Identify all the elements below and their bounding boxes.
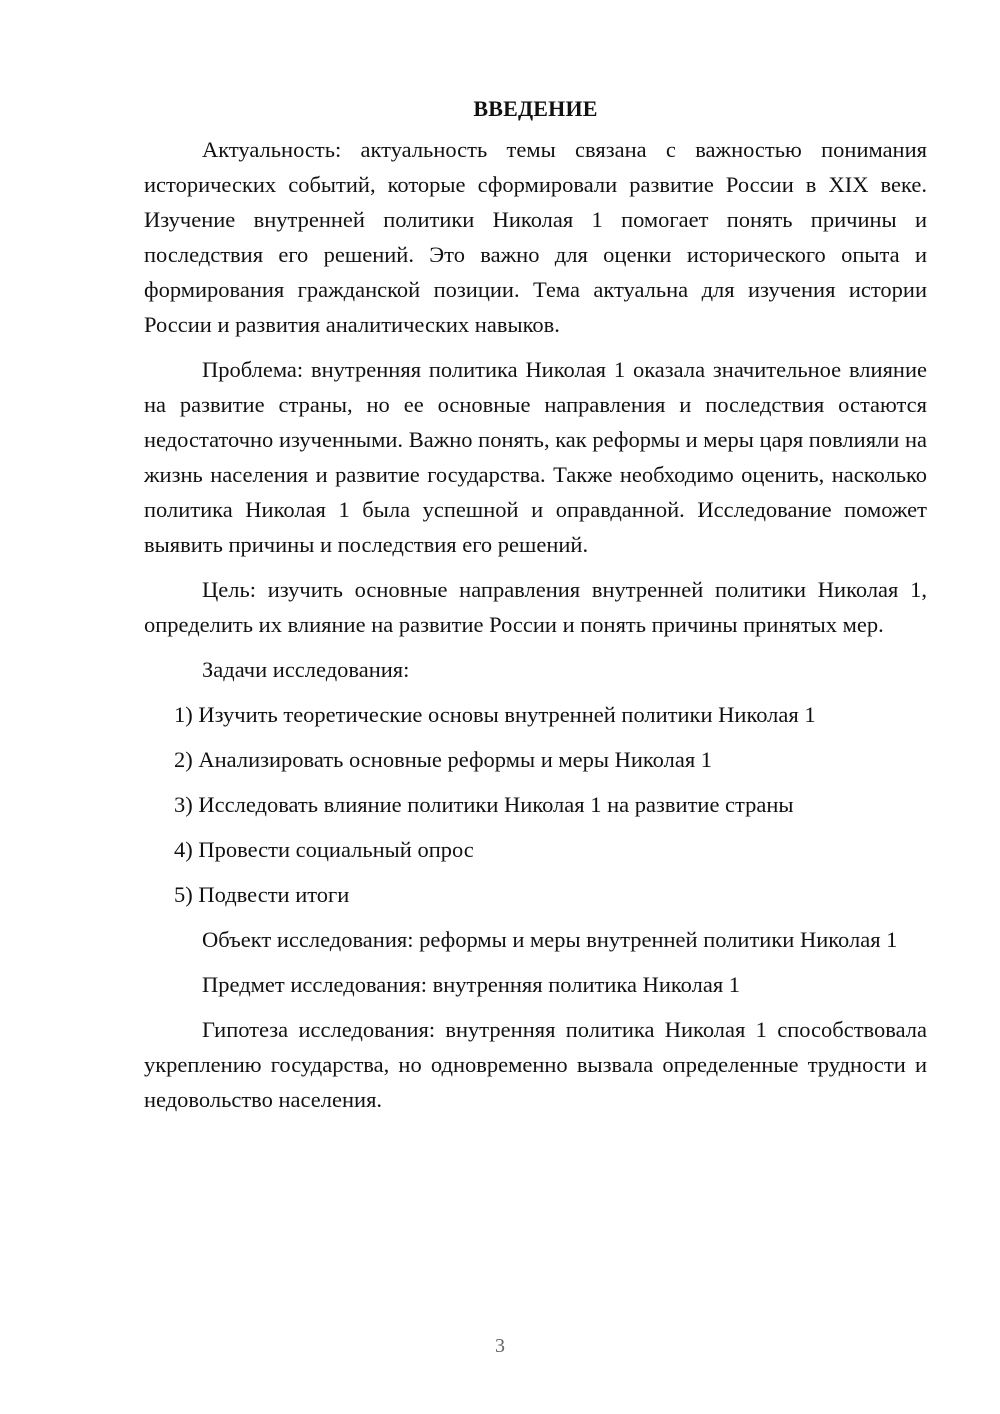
task-item: 3) Исследовать влияние политики Николая 1 на развитие страны <box>174 792 794 817</box>
section-heading: ВВЕДЕНИЕ <box>473 96 598 121</box>
tasks-title: Задачи исследования: <box>202 657 410 682</box>
problem-paragraph: Проблема: внутренняя политика Николая 1 оказала значительное влияние на развитие страны, но ее основные направления и последствия остаются недостаточно изученными. Важно понять, как реформы и меры царя повлияли на жизнь населения и развитие государства. Также необходимо оценить, насколько политика Николая 1 была успешной и оправданной. Исследование поможет выявить причины и последствия его решений. <box>144 357 927 557</box>
task-item: 4) Провести социальный опрос <box>174 837 474 862</box>
object-paragraph: Объект исследования: реформы и меры внутренней политики Николая 1 <box>202 927 898 952</box>
page-content <box>144 94 927 1127</box>
task-item: 1) Изучить теоретические основы внутренней политики Николая 1 <box>174 702 816 727</box>
subject-paragraph: Предмет исследования: внутренняя политика Николая 1 <box>202 972 741 997</box>
goal-paragraph: Цель: изучить основные направления внутренней политики Николая 1, определить их влияние на развитие России и понять причины принятых мер. <box>144 577 927 637</box>
relevance-paragraph: Актуальность: актуальность темы связана с важностью понимания исторических событий, которые сформировали развитие России в XIX веке. Изучение внутренней политики Николая 1 помогает понять причины и последствия его решений. Это важно для оценки исторического опыта и формирования гражданской позиции. Тема актуальна для изучения истории России и развития аналитических навыков. <box>144 137 927 337</box>
task-item: 5) Подвести итоги <box>174 882 350 907</box>
tasks-list <box>144 697 927 912</box>
hypothesis-paragraph: Гипотеза исследования: внутренняя политика Николая 1 способствовала укреплению государства, но одновременно вызвала определенные трудности и недовольство населения. <box>144 1017 927 1112</box>
page-number: 3 <box>495 1335 505 1357</box>
task-item: 2) Анализировать основные реформы и меры Николая 1 <box>174 747 713 772</box>
